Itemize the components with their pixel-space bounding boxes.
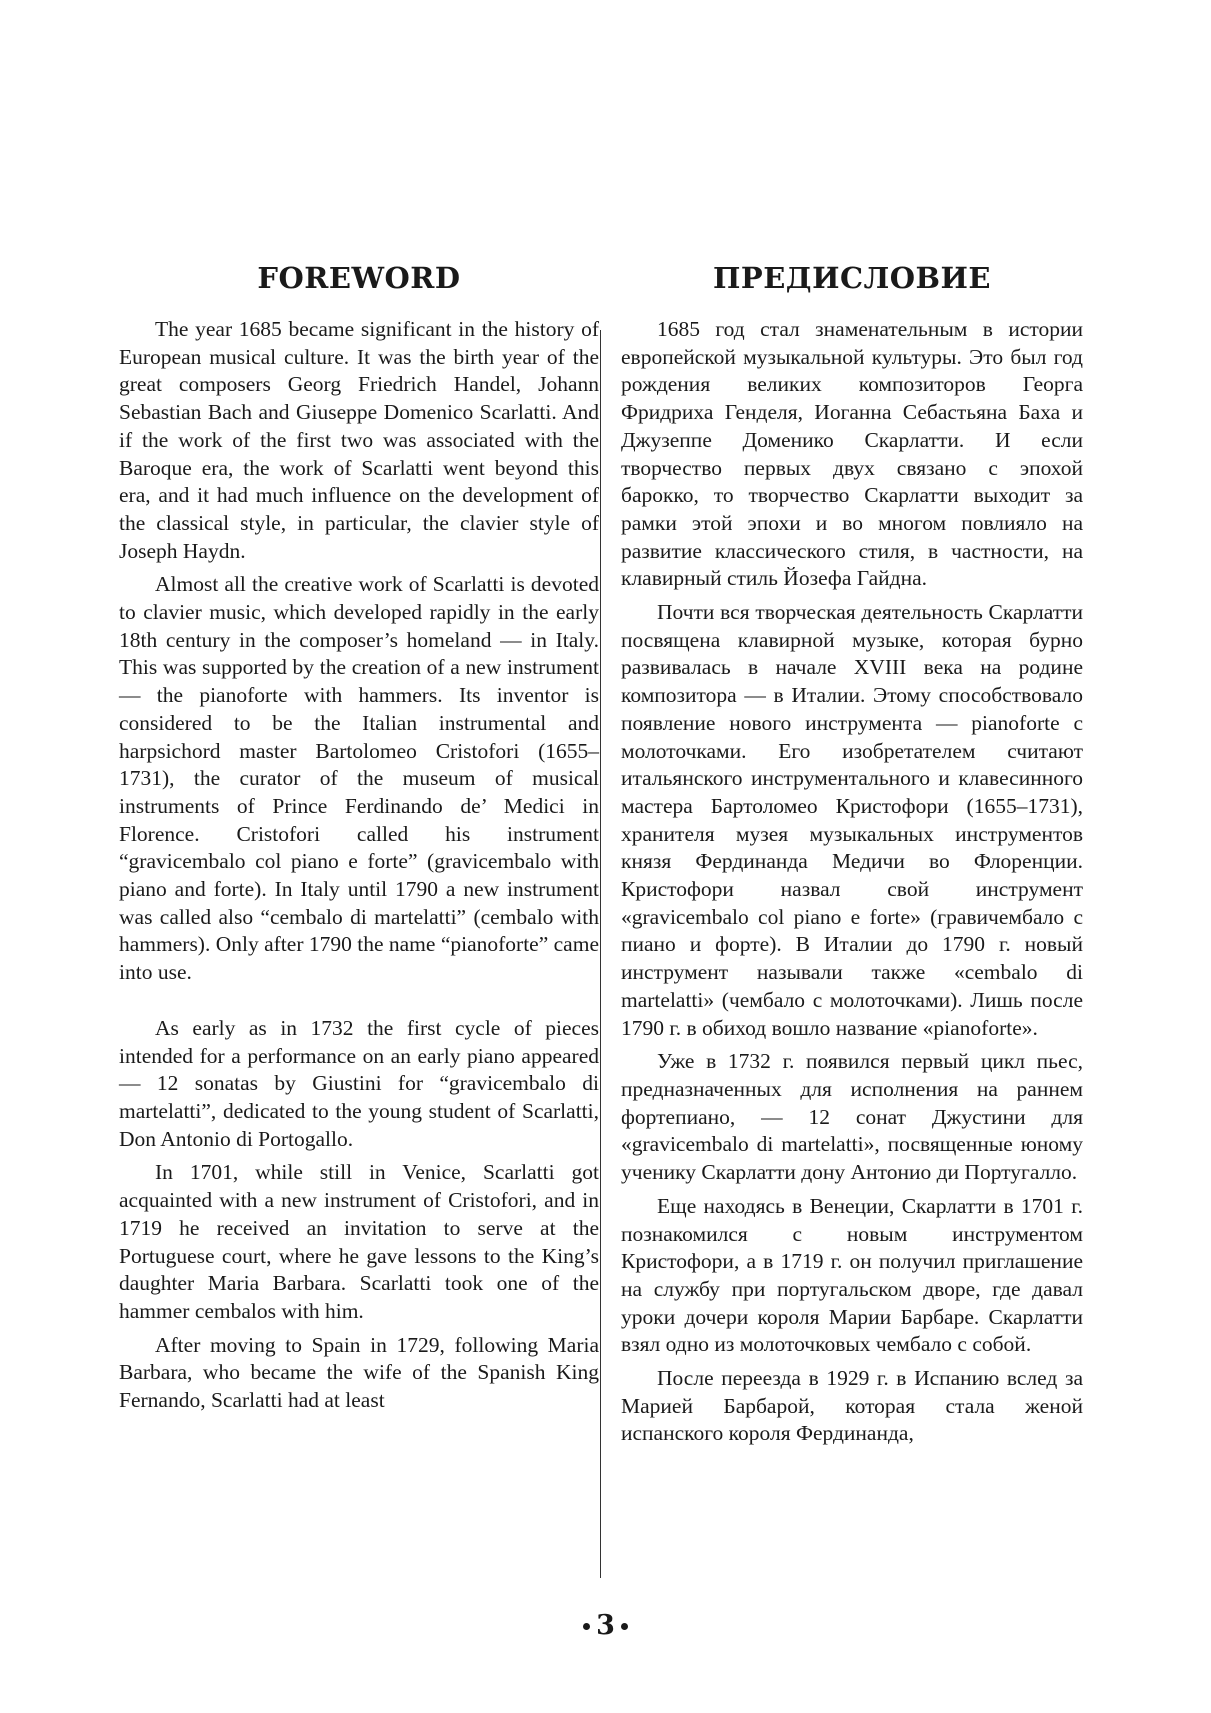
english-heading: FOREWORD	[257, 261, 461, 295]
page-number-value: 3	[596, 1610, 615, 1641]
russian-paragraph-4: Еще находясь в Венеции, Скарлатти в 1701 г. познакомился с новым инструментом Кристофори, а в 1719 г. он получил приглашение на службу при португальском дворе, где давал уроки дочери короля Марии Барбаре. Скарлатти взял одно из молоточковых чембало с собой.	[621, 1193, 1083, 1357]
russian-paragraph-2: Почти вся творческая деятельность Скарлатти посвящена клавирной музыке, которая бурно развивалась в начале XVIII века на родине композитора — в Италии. Этому способствовало появление нового инструмента — pianoforte с молоточками. Его изобретателем считают итальянского инструментального и клавесинного мастера Бартоломео Кристофори (1655–1731), хранителя музея музыкальных инструментов князя Фердинанда Медичи во Флоренции. Кристофори назвал свой инструмент «gravicembalo col piano e forte» (гравичембало с пиано и форте). В Италии до 1790 г. новый инструмент называли также «cembalo di martelatti» (чембало с молоточками). Лишь после 1790 г. в обиход вошло название «pianoforte».	[621, 600, 1083, 1040]
english-column	[119, 256, 599, 1421]
english-paragraph-1: The year 1685 became significant in the history of European musical culture. It was the birth year of the great composers Georg Friedrich Handel, Johann Sebastian Bach and Giuseppe Domenico Scarlatti. And if the work of the first two was associated with the Baroque era, the work of Scarlatti went beyond this era, and it had much influence on the development of the classical style, in particular, the clavier style of Joseph Haydn.	[119, 317, 599, 563]
english-paragraph-5: After moving to Spain in 1729, following Maria Barbara, who became the wife of the Spanish King Fernando, Scarlatti had at least	[119, 1332, 599, 1413]
bullet-right-icon	[621, 1623, 628, 1630]
english-paragraph-4: In 1701, while still in Venice, Scarlatti got acquainted with a new instrument of Cristofori, and in 1719 he received an invitation to serve at the Portuguese court, where he gave lessons to the King’s daughter Maria Barbara. Scarlatti took one of the hammer cembalos with him.	[119, 1160, 599, 1323]
russian-paragraph-1: 1685 год стал знаменательным в истории европейской музыкальной культуры. Это был год рождения великих композиторов Георга Фридриха Генделя, Иоганна Себастьяна Баха и Джузеппе Доменико Скарлатти. И если творчество первых двух связано с эпохой барокко, то творчество Скарлатти выходит за рамки этой эпохи и во многом повлияло на развитие классического стиля, в частности, на клавирный стиль Йозефа Гайдна.	[621, 317, 1083, 591]
english-body	[119, 316, 599, 1415]
russian-heading: ПРЕДИСЛОВИЕ	[713, 261, 991, 295]
english-paragraph-3: As early as in 1732 the first cycle of pieces intended for a performance on an early piano appeared — 12 sonatas by Giustini for “gravicembalo di martelatti”, dedicated to the young student of Scarlatti, Don Antonio di Portogallo.	[119, 1015, 599, 1151]
russian-body	[621, 316, 1083, 1448]
column-divider	[600, 330, 601, 1578]
english-paragraph-2: Almost all the creative work of Scarlatti is devoted to clavier music, which developed rapidly in the early 18th century in the composer’s homeland — in Italy. This was supported by the creation of a new instrument — the pianoforte with hammers. Its inventor is considered to be the Italian instrumental and harpsichord master Bartolomeo Cristofori (1655–1731), the curator of the museum of musical instruments of Prince Ferdinando de’ Medici in Florence. Cristofori called his instrument “gravicembalo col piano e forte” (gravicembalo with piano and forte). In Italy until 1790 a new instrument was called also “cembalo di martelatti” (cembalo with hammers). Only after 1790 the name “pianoforte” came into use.	[119, 572, 599, 985]
bullet-left-icon	[583, 1623, 590, 1630]
page-number	[0, 1610, 1211, 1641]
russian-paragraph-3: Уже в 1732 г. появился первый цикл пьес, предназначенных для исполнения на раннем фортепиано, — 12 сонат Джустини для «gravicembalo di martelatti», посвященные юному ученику Скарлатти дону Антонио ди Португалло.	[621, 1049, 1083, 1185]
russian-paragraph-5: После переезда в 1929 г. в Испанию вслед за Марией Барбарой, которая стала женой испанского короля Фердинанда,	[621, 1366, 1083, 1446]
russian-column	[621, 256, 1083, 1454]
